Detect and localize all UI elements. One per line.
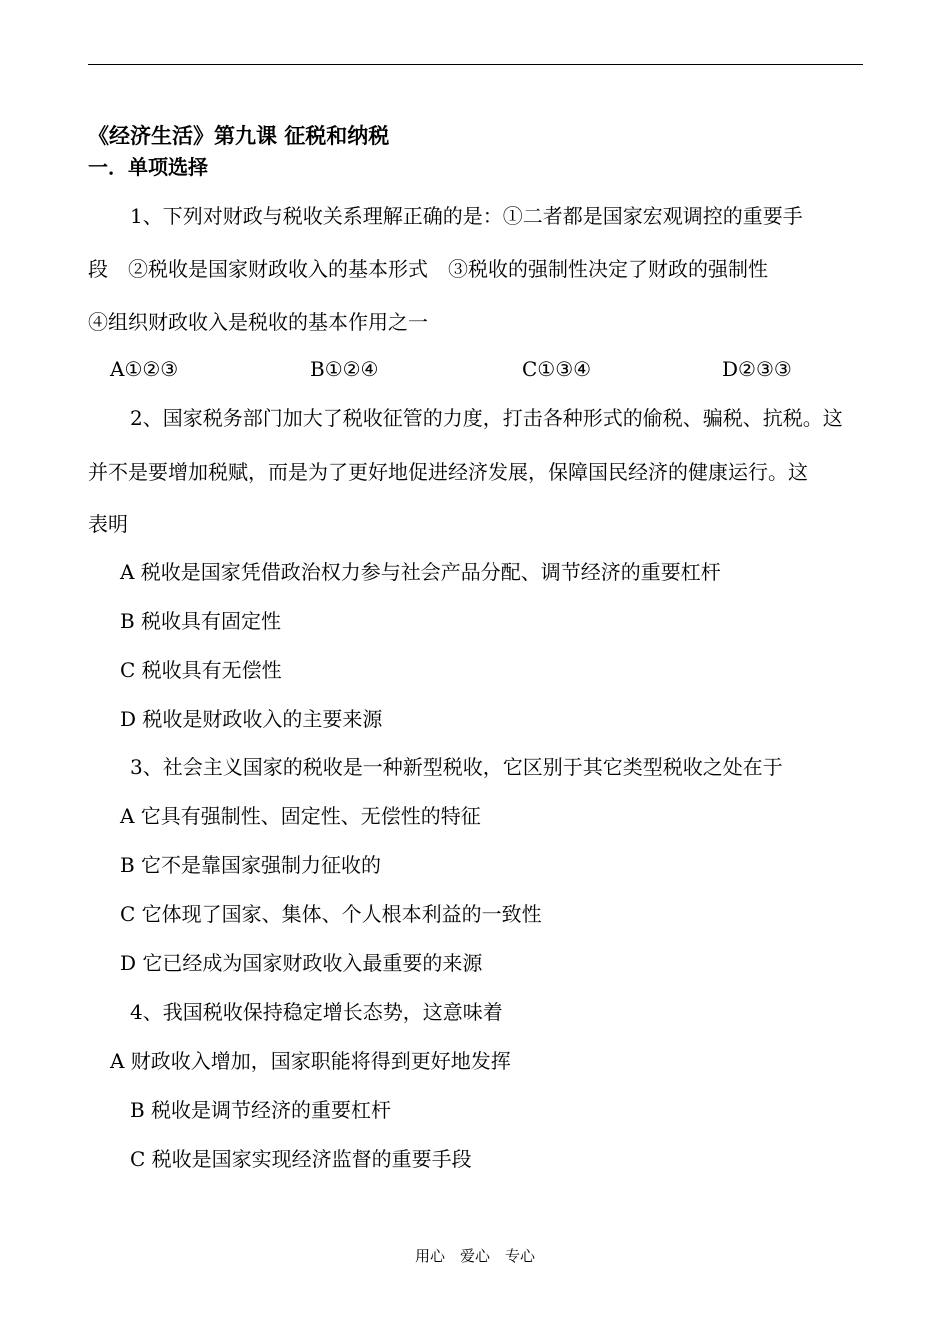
q1-stem-line1: 1、下列对财政与税收关系理解正确的是：①二者都是国家宏观调控的重要手 — [130, 204, 803, 228]
document-title: 《经济生活》第九课 征税和纳税 — [88, 123, 390, 148]
page-footer: 用心 爱心 专心 — [414, 1247, 535, 1265]
section-heading: 一．单项选择 — [88, 155, 208, 179]
q4-option-a: A 财政收入增加，国家职能将得到更好地发挥 — [110, 1049, 511, 1073]
q4-stem: 4、我国税收保持稳定增长态势，这意味着 — [130, 1000, 503, 1024]
q3-option-d: D 它已经成为国家财政收入最重要的来源 — [120, 951, 483, 975]
q3-option-c: C 它体现了国家、集体、个人根本利益的一致性 — [120, 902, 542, 926]
q3-stem: 3、社会主义国家的税收是一种新型税收，它区别于其它类型税收之处在于 — [130, 755, 783, 779]
q2-option-c: C 税收具有无偿性 — [120, 658, 282, 682]
q2-stem-line3: 表明 — [88, 512, 128, 536]
q3-option-a: A 它具有强制性、固定性、无偿性的特征 — [120, 804, 481, 828]
q4-option-b: B 税收是调节经济的重要杠杆 — [130, 1098, 392, 1122]
q3-option-b: B 它不是靠国家强制力征收的 — [120, 853, 382, 877]
q1-option-a: A①②③ — [110, 357, 179, 381]
q4-option-c: C 税收是国家实现经济监督的重要手段 — [130, 1147, 472, 1171]
q2-option-b: B 税收具有固定性 — [120, 609, 282, 633]
q1-option-b: B①②④ — [310, 357, 379, 381]
q1-option-c: C①③④ — [522, 357, 592, 381]
q2-stem-line2: 并不是要增加税赋，而是为了更好地促进经济发展，保障国民经济的健康运行。这 — [88, 460, 808, 484]
q1-option-d: D②③③ — [722, 357, 792, 381]
q1-stem-line2: 段 ②税收是国家财政收入的基本形式 ③税收的强制性决定了财政的强制性 — [88, 257, 768, 281]
q2-option-d: D 税收是财政收入的主要来源 — [120, 707, 383, 731]
header-rule — [88, 64, 863, 65]
q1-options — [0, 357, 950, 381]
q1-stem-line3: ④组织财政收入是税收的基本作用之一 — [88, 310, 428, 334]
q2-stem-line1: 2、国家税务部门加大了税收征管的力度，打击各种形式的偷税、骗税、抗税。这 — [130, 406, 843, 430]
q2-option-a: A 税收是国家凭借政治权力参与社会产品分配、调节经济的重要杠杆 — [120, 560, 721, 584]
